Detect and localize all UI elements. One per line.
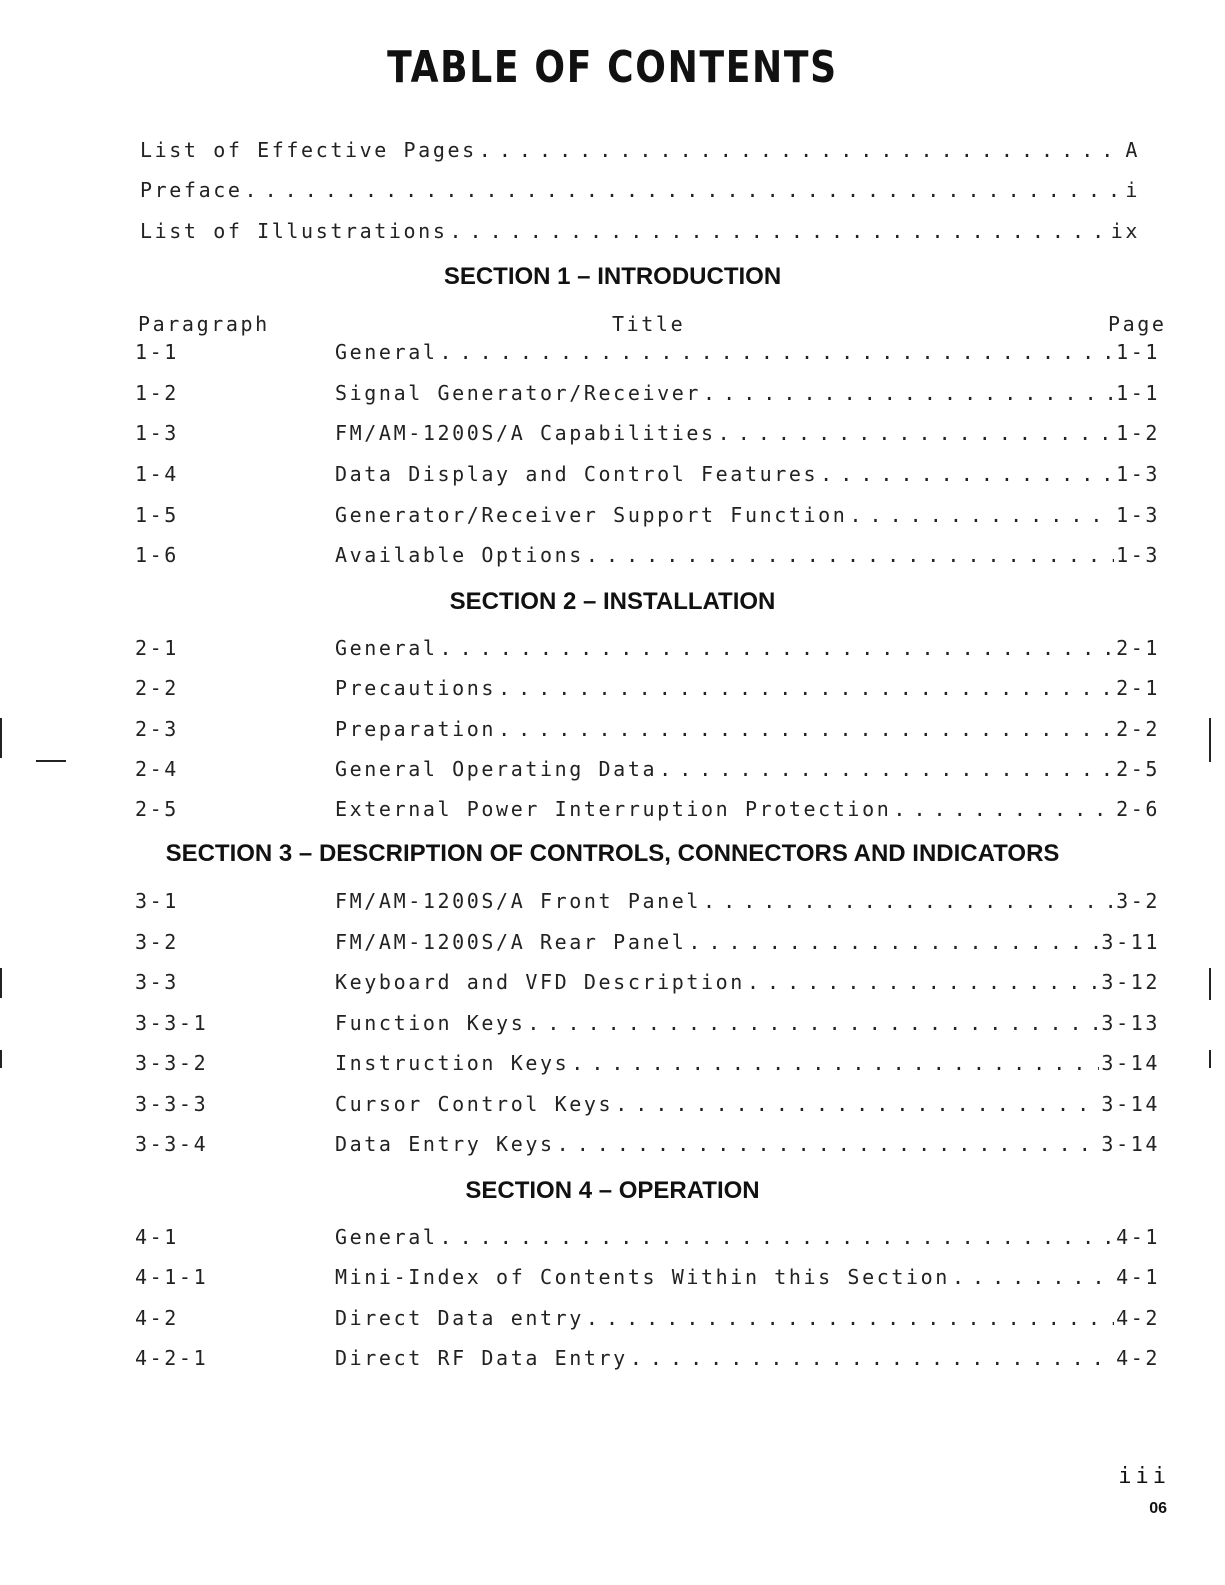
dot-leader xyxy=(615,1092,1099,1116)
section-heading: SECTION 4 – OPERATION xyxy=(465,1177,760,1204)
paragraph-number: 1-4 xyxy=(135,462,179,486)
entry-title: Preparation xyxy=(335,717,497,741)
toc-row[interactable] xyxy=(135,717,1160,745)
dot-leader xyxy=(718,421,1114,445)
toc-row[interactable] xyxy=(135,889,1160,917)
entry-page: 4-2 xyxy=(1116,1306,1160,1330)
change-bar xyxy=(0,1050,2,1068)
entry-title: Data Entry Keys xyxy=(335,1132,555,1156)
toc-row[interactable] xyxy=(135,676,1160,704)
change-bar xyxy=(0,718,2,758)
paragraph-number: 1-6 xyxy=(135,543,179,567)
dot-leader xyxy=(703,381,1114,405)
paragraph-number: 3-1 xyxy=(135,889,179,913)
toc-row[interactable] xyxy=(135,421,1160,449)
paragraph-number: 1-2 xyxy=(135,381,179,405)
toc-row[interactable] xyxy=(135,1346,1160,1374)
entry-page: i xyxy=(1125,178,1140,202)
paragraph-number: 2-1 xyxy=(135,636,179,660)
entry-title: FM/AM-1200S/A Capabilities xyxy=(335,421,716,445)
entry-title: FM/AM-1200S/A Rear Panel xyxy=(335,930,687,954)
column-header-title: Title xyxy=(612,312,686,336)
toc-row[interactable] xyxy=(135,930,1160,958)
change-bar xyxy=(0,968,2,998)
entry-page: 3-12 xyxy=(1101,970,1160,994)
paragraph-number: 1-1 xyxy=(135,340,179,364)
entry-title: General xyxy=(335,636,438,660)
dot-leader xyxy=(449,219,1108,243)
dot-leader xyxy=(498,676,1114,700)
entry-page: 1-2 xyxy=(1116,421,1160,445)
entry-page: 2-1 xyxy=(1116,636,1160,660)
dot-leader xyxy=(586,543,1114,567)
dot-leader xyxy=(440,1225,1115,1249)
dot-leader xyxy=(527,1011,1099,1035)
paragraph-number: 2-2 xyxy=(135,676,179,700)
paragraph-number: 2-3 xyxy=(135,717,179,741)
entry-page: 2-2 xyxy=(1116,717,1160,741)
entry-page: 4-1 xyxy=(1116,1225,1160,1249)
dot-leader xyxy=(893,797,1114,821)
entry-page: 1-3 xyxy=(1116,462,1160,486)
toc-row[interactable] xyxy=(135,543,1160,571)
toc-entry-illustrations[interactable] xyxy=(140,219,1140,243)
entry-title: Direct Data entry xyxy=(335,1306,584,1330)
dot-leader xyxy=(688,930,1099,954)
change-bar xyxy=(1209,718,1211,762)
paragraph-number: 2-5 xyxy=(135,797,179,821)
toc-row[interactable] xyxy=(135,1265,1160,1293)
entry-title: FM/AM-1200S/A Front Panel xyxy=(335,889,702,913)
entry-page: 1-3 xyxy=(1116,543,1160,567)
entry-title: General xyxy=(335,340,438,364)
dot-leader xyxy=(440,636,1115,660)
dot-leader xyxy=(849,503,1114,527)
paragraph-number: 4-2-1 xyxy=(135,1346,209,1370)
toc-row[interactable] xyxy=(135,1092,1160,1120)
paragraph-number: 3-3-2 xyxy=(135,1051,209,1075)
revision-code: 06 xyxy=(1149,1500,1167,1517)
toc-row[interactable] xyxy=(135,970,1160,998)
dot-leader xyxy=(440,340,1115,364)
entry-title: Precautions xyxy=(335,676,497,700)
paragraph-number: 3-3-3 xyxy=(135,1092,209,1116)
toc-row[interactable] xyxy=(135,462,1160,490)
paragraph-number: 3-2 xyxy=(135,930,179,954)
toc-row[interactable] xyxy=(135,636,1160,664)
section-heading: SECTION 1 – INTRODUCTION xyxy=(443,263,782,290)
dot-leader xyxy=(498,717,1114,741)
entry-page: ix xyxy=(1110,219,1140,243)
entry-title: Signal Generator/Receiver xyxy=(335,381,702,405)
dot-leader xyxy=(586,1306,1114,1330)
entry-title: Cursor Control Keys xyxy=(335,1092,614,1116)
entry-title: Function Keys xyxy=(335,1011,526,1035)
toc-row[interactable] xyxy=(135,1306,1160,1334)
dot-leader xyxy=(479,138,1124,162)
entry-page: 3-11 xyxy=(1101,930,1160,954)
entry-page: 1-1 xyxy=(1116,381,1160,405)
paragraph-number: 1-3 xyxy=(135,421,179,445)
entry-title: Available Options xyxy=(335,543,584,567)
page-number: iii xyxy=(1118,1464,1170,1489)
entry-title: List of Illustrations xyxy=(140,219,448,243)
entry-page: 3-14 xyxy=(1101,1132,1160,1156)
entry-page: 3-2 xyxy=(1116,889,1160,913)
entry-page: 2-5 xyxy=(1116,757,1160,781)
entry-page: 2-1 xyxy=(1116,676,1160,700)
entry-page: 3-13 xyxy=(1101,1011,1160,1035)
entry-page: 4-1 xyxy=(1116,1265,1160,1289)
paragraph-number: 4-1-1 xyxy=(135,1265,209,1289)
paragraph-number: 1-5 xyxy=(135,503,179,527)
dot-leader xyxy=(820,462,1114,486)
dot-leader xyxy=(703,889,1114,913)
entry-title: Keyboard and VFD Description xyxy=(335,970,745,994)
section-heading: SECTION 3 – DESCRIPTION OF CONTROLS, CONNECTORS AND INDICATORS xyxy=(165,840,1060,867)
dot-leader xyxy=(245,178,1124,202)
toc-row[interactable] xyxy=(135,1011,1160,1039)
entry-title: Data Display and Control Features xyxy=(335,462,819,486)
dot-leader xyxy=(747,970,1099,994)
section-heading: SECTION 2 – INSTALLATION xyxy=(449,588,776,615)
toc-row[interactable] xyxy=(135,1051,1160,1079)
entry-page: A xyxy=(1125,138,1140,162)
entry-title: Generator/Receiver Support Function xyxy=(335,503,848,527)
toc-row[interactable] xyxy=(135,757,1160,785)
toc-row[interactable] xyxy=(135,1132,1160,1160)
toc-row[interactable] xyxy=(135,340,1160,368)
dot-leader xyxy=(571,1051,1099,1075)
page-title: TABLE OF CONTENTS xyxy=(387,42,838,93)
entry-title: Direct RF Data Entry xyxy=(335,1346,628,1370)
paragraph-number: 4-2 xyxy=(135,1306,179,1330)
dot-leader xyxy=(952,1265,1114,1289)
paragraph-number: 3-3-4 xyxy=(135,1132,209,1156)
column-header-page: Page xyxy=(1108,312,1167,336)
toc-row[interactable] xyxy=(135,1225,1160,1253)
paragraph-number: 3-3 xyxy=(135,970,179,994)
entry-title: List of Effective Pages xyxy=(140,138,477,162)
entry-page: 2-6 xyxy=(1116,797,1160,821)
paragraph-number: 2-4 xyxy=(135,757,179,781)
change-bar xyxy=(1209,1050,1211,1068)
entry-title: Preface xyxy=(140,178,243,202)
entry-page: 1-3 xyxy=(1116,503,1160,527)
entry-page: 4-2 xyxy=(1116,1346,1160,1370)
entry-page: 1-1 xyxy=(1116,340,1160,364)
toc-row[interactable] xyxy=(135,797,1160,825)
entry-title: External Power Interruption Protection xyxy=(335,797,892,821)
change-bar xyxy=(1209,968,1211,1000)
dot-leader xyxy=(630,1346,1114,1370)
margin-mark xyxy=(36,760,66,762)
entry-page: 3-14 xyxy=(1101,1092,1160,1116)
entry-title: General xyxy=(335,1225,438,1249)
column-header-paragraph: Paragraph xyxy=(138,312,270,336)
entry-title: Instruction Keys xyxy=(335,1051,570,1075)
entry-title: General Operating Data xyxy=(335,757,658,781)
dot-leader xyxy=(557,1132,1100,1156)
paragraph-number: 4-1 xyxy=(135,1225,179,1249)
toc-row[interactable] xyxy=(135,503,1160,531)
entry-page: 3-14 xyxy=(1101,1051,1160,1075)
toc-entry-effective-pages[interactable] xyxy=(140,138,1140,162)
toc-entry-preface[interactable] xyxy=(140,178,1140,202)
toc-row[interactable] xyxy=(135,381,1160,409)
entry-title: Mini-Index of Contents Within this Section xyxy=(335,1265,950,1289)
dot-leader xyxy=(659,757,1114,781)
paragraph-number: 3-3-1 xyxy=(135,1011,209,1035)
